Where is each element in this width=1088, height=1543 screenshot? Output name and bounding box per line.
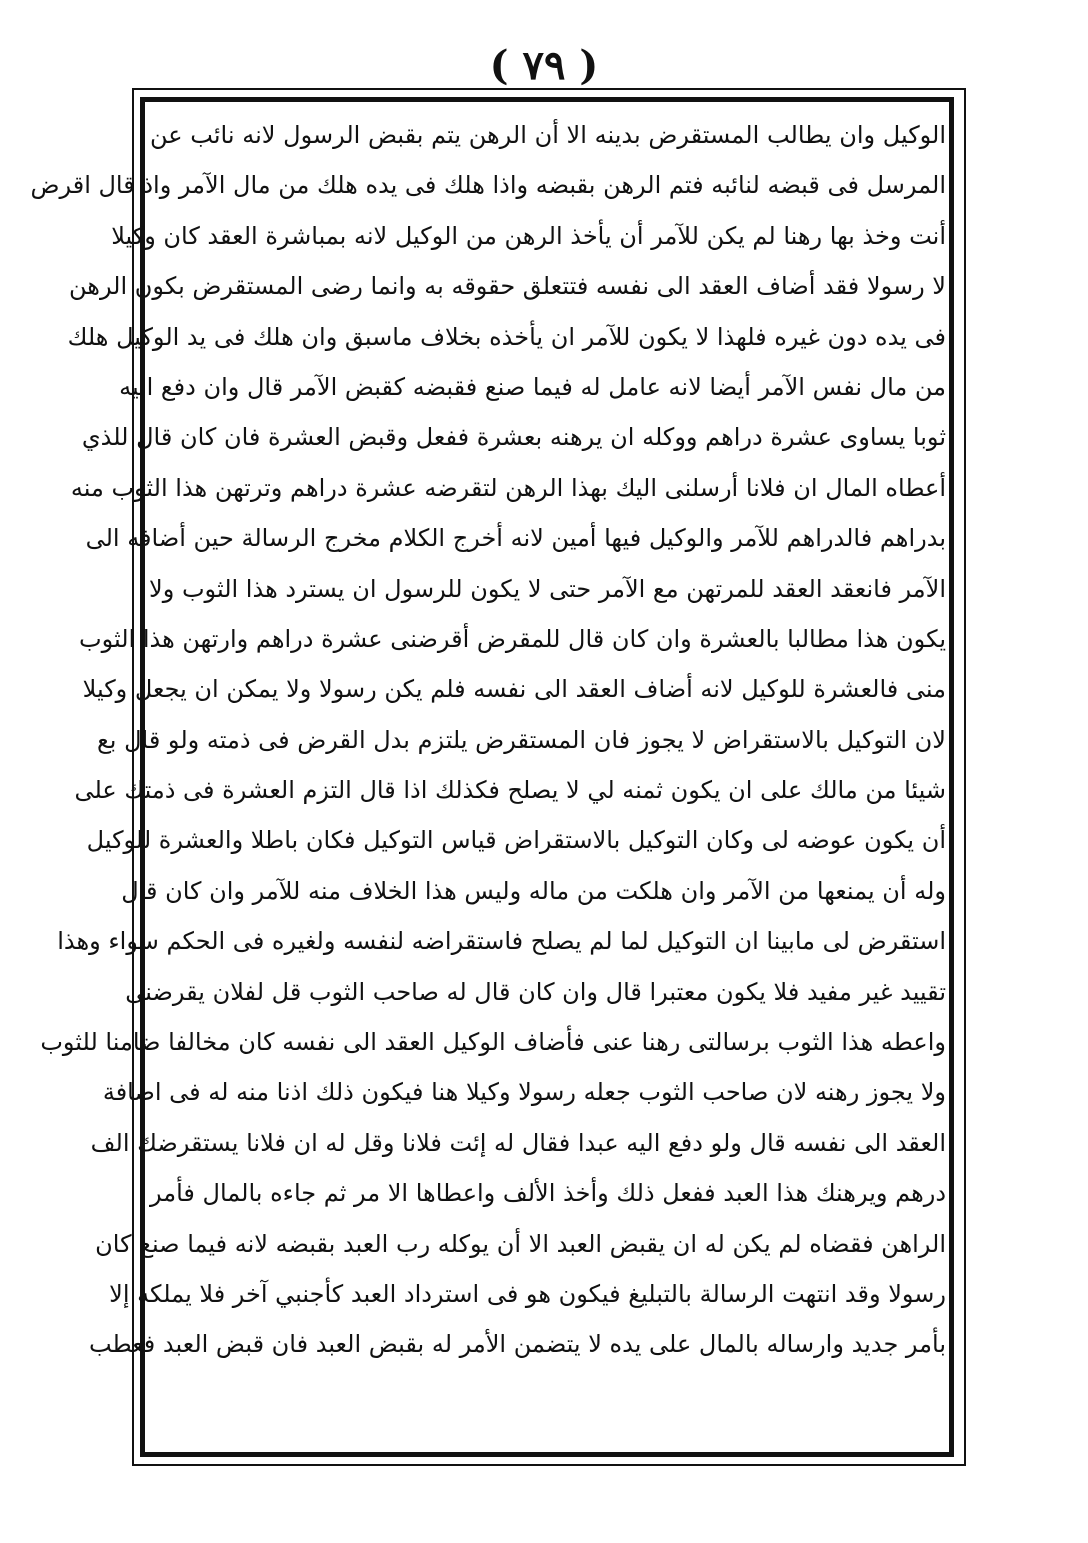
text-line: يكون هذا مطالبا بالعشرة وان كان قال للمقرض أقرضنى عشرة دراهم وارتهن هذا الثوب <box>78 624 946 653</box>
text-line: شيئا من مالك على ان يكون ثمنه لي لا يصلح فكذلك اذا قال التزم العشرة فى ذمتك على <box>74 776 946 805</box>
text-line: منى فالعشرة للوكيل لانه أضاف العقد الى نفسه فلم يكن رسولا ولا يمكن ان يجعل وكيلا <box>82 675 946 704</box>
text-line: استقرض لى مابينا ان التوكيل لما لم يصلح فاستقراضه لنفسه ولغيره فى الحكم سواء وهذا <box>57 927 946 956</box>
text-line: المرسل فى قبضه لنائبه فتم الرهن بقبضه واذا هلك فى يده هلك من مال الآمر واذ قال اقرض <box>30 171 946 200</box>
text-line: لان التوكيل بالاستقراض لا يجوز فان المستقرض يلتزم بدل القرض فى ذمته ولو قال بع <box>96 725 946 754</box>
page-number: ( ٧٩ ) <box>489 42 599 89</box>
text-line: من مال نفس الآمر أيضا لانه عامل له فيما صنع فقبضه كقبض الآمر قال وان دفع اليه <box>119 372 946 401</box>
text-line: العقد الى نفسه قال ولو دفع اليه عبدا فقال له إئت فلانا وقل له ان فلانا يستقرضك الف <box>90 1128 946 1157</box>
text-line: درهم ويرهنك هذا العبد ففعل ذلك وأخذ الألف واعطاها الا مر ثم جاءه بالمال فأمر <box>150 1179 946 1208</box>
text-line: الوكيل وان يطالب المستقرض بدينه الا أن الرهن يتم بقبض الرسول لانه نائب عن <box>150 121 946 149</box>
text-line: رسولا وقد انتهت الرسالة بالتبليغ فيكون هو فى استرداد العبد كأجنبي آخر فلا يملكه إلا <box>109 1279 946 1308</box>
text-line: الراهن فقضاه لم يكن له ان يقبض العبد الا أن يوكله رب العبد بقبضه لانه فيما صنع كان <box>95 1229 946 1258</box>
text-line: لا رسولا فقد أضاف العقد الى نفسه فتتعلق حقوقه به وانما رضى المستقرض بكون الرهن <box>69 272 946 301</box>
text-line: بأمر جديد وارساله بالمال على يده لا يتضمن الأمر له بقبض العبد فان قبض العبد فعطب <box>88 1330 946 1359</box>
text-line: أعطاه المال ان فلانا أرسلنى اليك بهذا الرهن لتقرضه عشرة دراهم وترتهن هذا الثوب منه <box>70 473 946 502</box>
text-line: أنت وخذ بها رهنا لم يكن للآمر أن يأخذ الرهن من الوكيل لانه بمباشرة العقد كان وكيلا <box>111 221 946 250</box>
text-line: واعطه هذا الثوب برسالتى رهنا عنى فأضاف الوكيل العقد الى نفسه كان مخالفا ضامنا للثوب <box>40 1028 946 1057</box>
text-line: وله أن يمنعها من الآمر وان هلكت من ماله وليس هذا الخلاف منه للآمر وان كان قال <box>121 876 946 905</box>
text-line: أن يكون عوضه لى وكان التوكيل بالاستقراض قياس التوكيل فكان باطلا والعشرة للوكيل <box>86 826 946 855</box>
text-line: بدراهم فالدراهم للآمر والوكيل فيها أمين لانه أخرج الكلام مخرج الرسالة حين أضافه الى <box>85 524 946 553</box>
text-line: الآمر فانعقد العقد للمرتهن مع الآمر حتى لا يكون للرسول ان يسترد هذا الثوب ولا <box>149 574 946 603</box>
text-line: تقييد غير مفيد فلا يكون معتبرا قال وان كان قال له صاحب الثوب قل لفلان يقرضنى <box>125 977 946 1006</box>
text-line: فى يده دون غيره فلهذا لا يكون للآمر ان يأخذه بخلاف ماسبق وان هلك فى يد الوكيل هلك <box>67 322 946 351</box>
text-line: ثوبا يساوى عشرة دراهم ووكله ان يرهنه بعشرة ففعل وقبض العشرة فان كان قال للذي <box>81 423 946 452</box>
text-line: ولا يجوز رهنه لان صاحب الثوب جعله رسولا وكيلا هنا فيكون ذلك اذنا منه له فى اضافة <box>102 1078 946 1107</box>
body-text <box>30 110 946 1450</box>
